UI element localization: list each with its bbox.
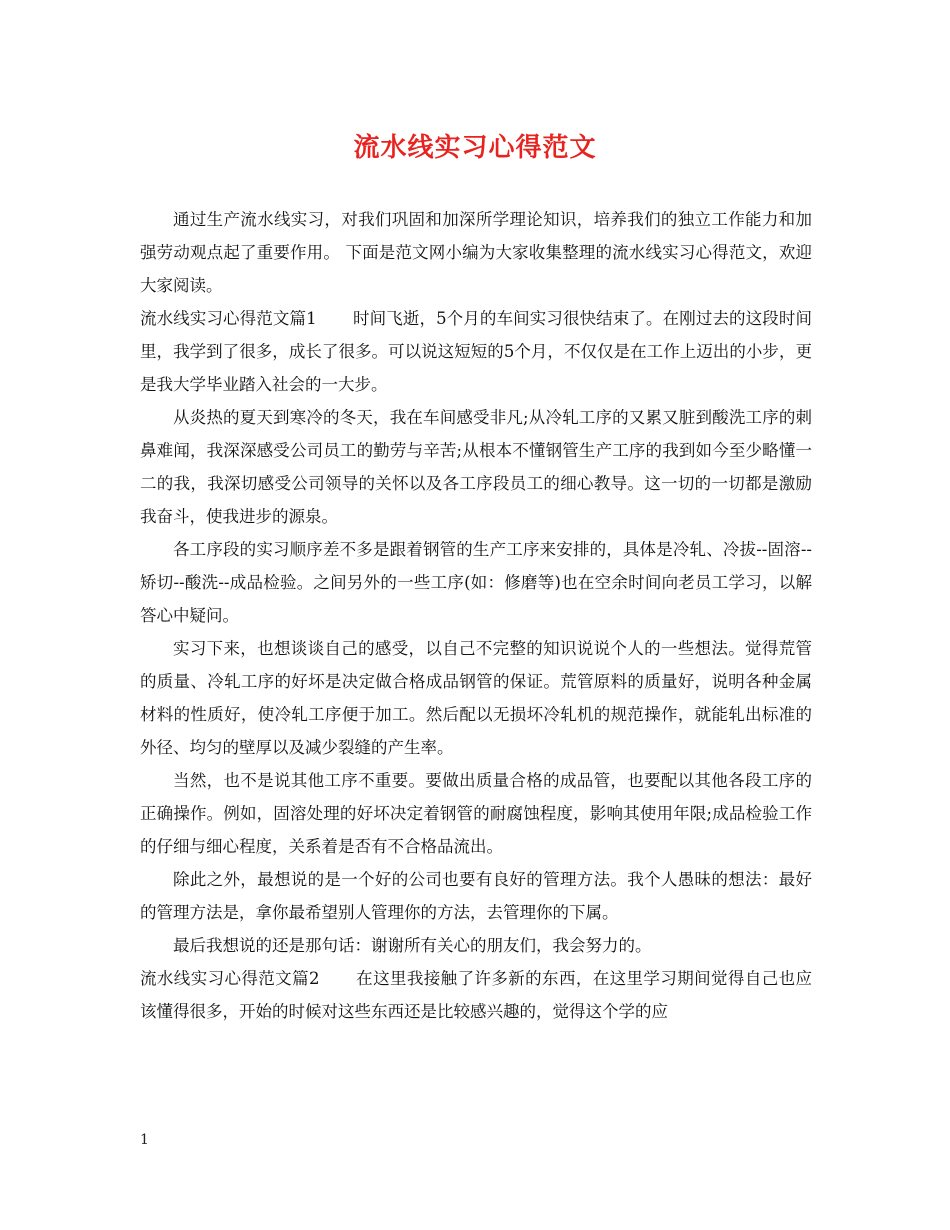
section-paragraph [140, 962, 812, 1028]
paragraph-text: 时间飞逝，5个月的车间实习很快结束了。在刚过去的这段时间里，我学到了很多，成长了很多。可以说这短短的5个月，不仅仅是在工作上迈出的小步，更是我大学毕业踏入社会的一大步。 [140, 309, 813, 394]
paragraph: 从炎热的夏天到寒冷的冬天，我在车间感受非凡;从冷轧工序的又累又脏到酸洗工序的刺鼻难闻，我深深感受公司员工的勤劳与辛苦;从根本不懂钢管生产工序的我到如今至少略懂一二的我，我深切感受公司领导的关怀以及各工序段员工的细心教导。这一切的一切都是激励我奋斗，使我进步的源泉。 [140, 408, 812, 526]
paragraph: 实习下来，也想谈谈自己的感受，以自己不完整的知识说说个人的一些想法。觉得荒管的质量、冷轧工序的好坏是决定做合格成品钢管的保证。荒管原料的质量好，说明各种金属材料的性质好，使冷轧工序便于加工。然后配以无损坏冷轧机的规范操作，就能轧出标准的外径、均匀的壁厚以及减少裂缝的产生率。 [140, 639, 812, 757]
paragraph: 除此之外，最想说的是一个好的公司也要有良好的管理方法。我个人愚昧的想法：最好的管理方法是，拿你最希望别人管理你的方法，去管理你的下属。 [140, 870, 812, 922]
section-heading: 流水线实习心得范文篇2 [140, 969, 320, 988]
page-number: 1 [140, 1132, 149, 1148]
section-paragraph [140, 302, 812, 401]
paragraph: 当然，也不是说其他工序不重要。要做出质量合格的成品管，也要配以其他各段工序的正确操作。例如，固溶处理的好坏决定着钢管的耐腐蚀程度，影响其使用年限;成品检验工作的仔细与细心程度，关系着是否有不合格品流出。 [140, 771, 812, 856]
paragraph: 最后我想说的还是那句话：谢谢所有关心的朋友们，我会努力的。 [173, 936, 652, 955]
paragraph: 各工序段的实习顺序差不多是跟着钢管的生产工序来安排的，具体是冷轧、冷拔--固溶--矫切--酸洗--成品检验。之间另外的一些工序(如：修磨等)也在空余时间向老员工学习，以解答心中疑问。 [140, 540, 812, 625]
document-body [140, 203, 812, 1028]
paragraph-text: 在这里我接触了许多新的东西，在这里学习期间觉得自己也应该懂得很多，开始的时候对这些东西还是比较感兴趣的，觉得这个学的应 [140, 969, 813, 1021]
section-heading: 流水线实习心得范文篇1 [140, 309, 317, 328]
paragraph: 通过生产流水线实习，对我们巩固和加深所学理论知识，培养我们的独立工作能力和加强劳动观点起了重要作用。 下面是范文网小编为大家收集整理的流水线实习心得范文，欢迎大家阅读。 [140, 210, 812, 295]
page-title: 流水线实习心得范文 [353, 133, 597, 163]
